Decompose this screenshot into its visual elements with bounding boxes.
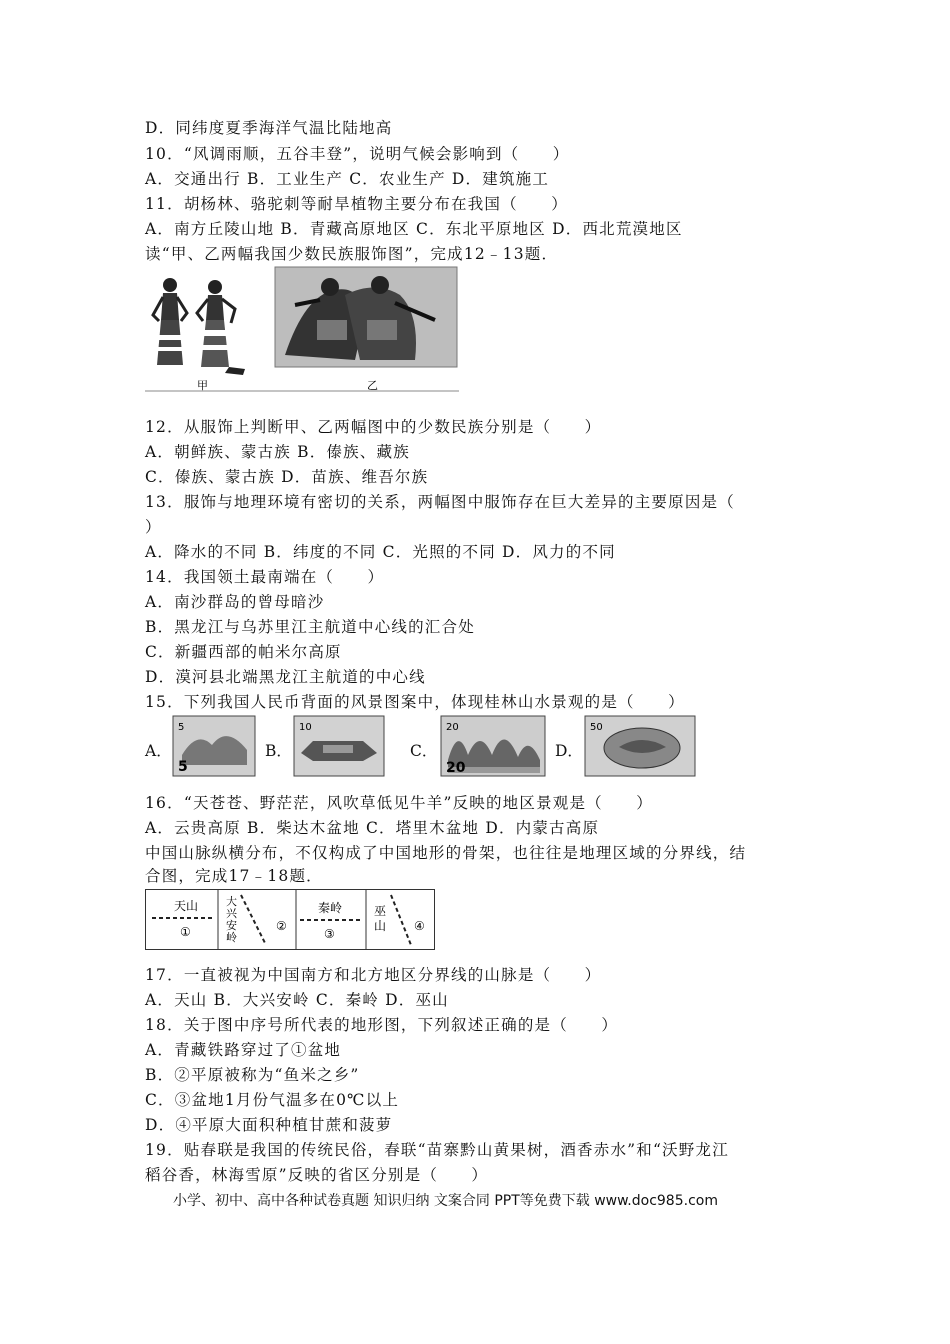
option-14d: D．漠河县北端黑龙江主航道的中心线 xyxy=(145,668,426,686)
banknote-a-image xyxy=(172,715,256,777)
question-13: 13．服饰与地理环境有密切的关系，两幅图中服饰存在巨大差异的主要原因是（ xyxy=(145,493,735,511)
question-18: 18．关于图中序号所代表的地形图，下列叙述正确的是（ ） xyxy=(145,1016,619,1034)
banknote-a-value: 5 xyxy=(178,722,185,733)
option-15b-label: B． xyxy=(265,742,292,760)
map-label-daxinganling-2: 兴 xyxy=(226,907,237,920)
map-label-wushan-1: 巫 xyxy=(374,904,387,918)
map-label-wushan-2: 山 xyxy=(374,919,387,933)
option-15a-label: A． xyxy=(145,742,172,760)
costume-image xyxy=(145,265,459,393)
banknote-c-image xyxy=(440,715,546,777)
options-16: A．云贵高原 B．柴达木盆地 C．塔里木盆地 D．内蒙古高原 xyxy=(145,819,600,837)
question-10: 10．“风调雨顺，五谷丰登”，说明气候会影响到（ ） xyxy=(145,145,570,163)
banknote-c-value-large: 20 xyxy=(446,760,466,776)
option-18d: D．④平原大面积种植甘蔗和菠萝 xyxy=(145,1116,393,1134)
label-jia: 甲 xyxy=(197,379,208,392)
map-label-tianshan: 天山 xyxy=(174,899,199,913)
question-12: 12．从服饰上判断甲、乙两幅图中的少数民族分别是（ ） xyxy=(145,418,602,436)
map-label-qinling: 秦岭 xyxy=(318,901,343,915)
question-13-cont: ） xyxy=(145,518,162,536)
option-14c: C．新疆西部的帕米尔高原 xyxy=(145,643,342,661)
costume-figure xyxy=(145,265,459,393)
map-label-daxinganling-3: 安 xyxy=(226,919,237,932)
banknote-d-image xyxy=(584,715,696,777)
reading-intro-17-18: 中国山脉纵横分布，不仅构成了中国地形的骨架，也往往是地理区域的分界线，结 xyxy=(145,844,747,862)
map-num-3: ③ xyxy=(324,927,335,941)
option-18b: B．②平原被称为“鱼米之乡” xyxy=(145,1066,360,1084)
options-10: A．交通出行 B．工业生产 C．农业生产 D．建筑施工 xyxy=(145,170,550,188)
footer-note: 小学、初中、高中各种试卷真题 知识归纳 文案合同 PPT等免费下载 www.doc985.com xyxy=(173,1193,718,1209)
question-15: 15．下列我国人民币背面的风景图案中，体现桂林山水景观的是（ ） xyxy=(145,693,685,711)
mountain-map-image xyxy=(146,890,434,949)
map-num-4: ④ xyxy=(414,919,425,933)
banknote-b-value: 10 xyxy=(299,722,312,733)
option-14b: B．黑龙江与乌苏里江主航道中心线的汇合处 xyxy=(145,618,475,636)
map-num-1: ① xyxy=(180,925,191,939)
options-11: A．南方丘陵山地 B．青藏高原地区 C．东北平原地区 D．西北荒漠地区 xyxy=(145,220,683,238)
question-19-cont: 稻谷香，林海雪原”反映的省区分别是（ ） xyxy=(145,1166,489,1184)
map-num-2: ② xyxy=(276,919,287,933)
banknote-a-value-large: 5 xyxy=(178,759,188,775)
option-18c: C．③盆地1月份气温多在0℃以上 xyxy=(145,1091,400,1109)
question-19: 19．贴春联是我国的传统民俗，春联“苗寨黔山黄果树，酒香赤水”和“沃野龙江 xyxy=(145,1141,729,1159)
question-17: 17．一直被视为中国南方和北方地区分界线的山脉是（ ） xyxy=(145,966,602,984)
dai-costume-illustration xyxy=(153,278,245,375)
banknote-d-value: 50 xyxy=(590,722,603,733)
options-17: A．天山 B．大兴安岭 C．秦岭 D．巫山 xyxy=(145,991,449,1009)
options-13: A．降水的不同 B．纬度的不同 C．光照的不同 D．风力的不同 xyxy=(145,543,616,561)
question-11: 11．胡杨林、骆驼刺等耐旱植物主要分布在我国（ ） xyxy=(145,195,568,213)
banknote-c-value: 20 xyxy=(446,722,459,733)
banknote-b-image xyxy=(293,715,385,777)
label-yi: 乙 xyxy=(367,379,378,392)
reading-intro-17-18-cont: 合图，完成17﹣18题． xyxy=(145,867,323,885)
option-9d: D．同纬度夏季海洋气温比陆地高 xyxy=(145,119,393,137)
question-16: 16．“天苍苍、野茫茫，风吹草低见牛羊”反映的地区景观是（ ） xyxy=(145,794,653,812)
option-14a: A．南沙群岛的曾母暗沙 xyxy=(145,593,325,611)
mountain-map xyxy=(145,889,435,950)
question-14: 14．我国领土最南端在（ ） xyxy=(145,568,385,586)
options-12-ab: A．朝鲜族、蒙古族 B．傣族、藏族 xyxy=(145,443,410,461)
option-15c-label: C． xyxy=(410,742,438,760)
reading-intro-12-13: 读“甲、乙两幅我国少数民族服饰图”，完成12﹣13题． xyxy=(145,245,559,263)
options-12-cd: C．傣族、蒙古族 D．苗族、维吾尔族 xyxy=(145,468,429,486)
option-15d-label: D． xyxy=(555,742,583,760)
map-label-daxinganling-1: 大 xyxy=(226,895,237,908)
option-18a: A．青藏铁路穿过了①盆地 xyxy=(145,1041,342,1059)
map-label-daxinganling-4: 岭 xyxy=(226,931,237,944)
